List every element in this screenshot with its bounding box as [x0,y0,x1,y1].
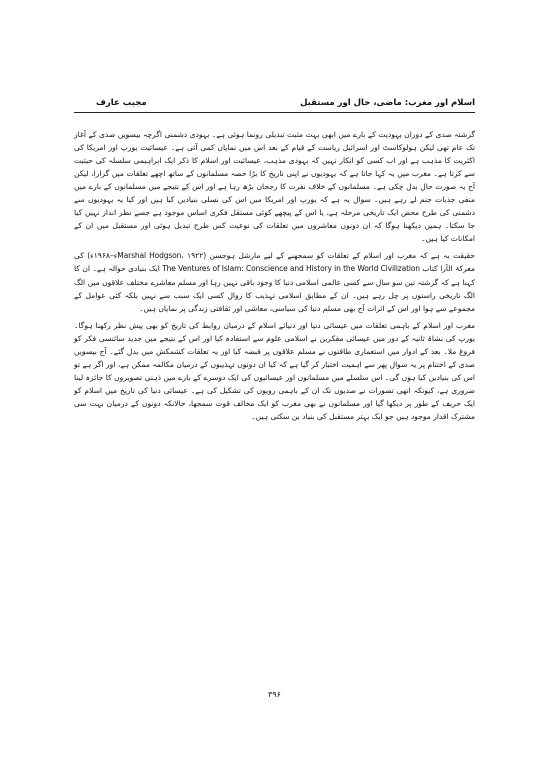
running-header-author: مجیب عارف [96,98,147,108]
paragraph: حقیقت یہ ہے کہ مغرب اور اسلام کے تعلقات کو سمجھنے کے لیے مارشل ہوجسن (Marshal Hodgson، ۱۹۲۲ء–۱۹۶۸ء) کی معرکۃ الآرا کتاب The Ventures of Islam: Conscience and History in the World Civilization ایک بنیادی حوالہ ہے۔ ان کا کہنا ہے کہ گزشتہ تین سو سال سے کسی عالمی اسلامی دنیا کا وجود باقی نہیں رہا اور مسلم معاشرے مختلف علاقوں میں الگ الگ تاریخی راستوں پر چل رہے ہیں۔ ان کے مطابق اسلامی تہذیب کا زوال کسی ایک سبب سے نہیں بلکہ کئی عوامل کے مجموعے سے ہوا اور اس کے اثرات آج بھی مسلم دنیا کی سیاسی، معاشی اور ثقافتی زندگی پر نمایاں ہیں۔ [74,251,475,313]
paragraph: گزشتہ صدی کے دوران یہودیت کے بارے میں ابھی بہت مثبت تبدیلی رونما ہوئی ہے۔ یہودی دشمنی اگرچہ بیسویں صدی کے آغاز تک عام تھی لیکن ہولوکاسٹ اور اسرائیل ریاست کے قیام کے بعد اس میں نمایاں کمی آئی ہے۔ عیسائیت یورپ اور امریکا کی اکثریت کا مذہب ہے اور اب کسی کو انکار نہیں کہ یہودی مذہب، عیسائیت اور اسلام کا ذکر ایک ابراہیمی سلسلہ کی حیثیت سے کرتا ہے۔ مغرب میں یہ کہا جاتا ہے کہ یہودیوں نے اپنی تاریخ کا بڑا حصہ مسلمانوں کے ساتھ اچھے تعلقات میں گزارا، لیکن آج یہ صورت حال بدل چکی ہے۔ مسلمانوں کے خلاف نفرت کا رجحان بڑھ رہا ہے اور اس کے نتیجے میں مسلمانوں کے بارے میں منفی جذبات جنم لے رہے ہیں۔ سوال یہ ہے کہ یورپ اور امریکا میں اس کی نسلی بنیادیں کیا ہیں اور کیا یہ یہودیوں سے دشمنی کی طرح محض ایک تاریخی مرحلہ ہے، یا اس کے پیچھے کوئی مستقل فکری اساس موجود ہے جسے نظر انداز نہیں کیا جا سکتا۔ ہمیں دیکھنا ہوگا کہ ان دونوں معاشروں میں تعلقات کی نوعیت کس طرح تبدیل ہوئی اور مستقبل میں ان کے امکانات کیا ہیں۔ [74,130,475,244]
header-rule [74,112,475,113]
page-number: ۳۹۶ [268,690,281,699]
running-header-title: اسلام اور مغرب: ماضی، حال اور مستقبل [300,98,475,108]
paragraph: مغرب اور اسلام کے باہمی تعلقات میں عیسائی دنیا اور دنیائے اسلام کے درمیان روابط کی تاریخ کو بھی پیش نظر رکھنا ہوگا۔ یورپ کی نشاۃ ثانیہ کے دور میں عیسائی مفکرین نے اسلامی علوم سے استفادہ کیا اور اس کے نتیجے میں جدید سائنسی فکر کو فروغ ملا۔ بعد کے ادوار میں استعماری طاقتوں نے مسلم علاقوں پر قبضہ کیا اور یہ تعلقات کشمکش میں بدل گئے۔ آج بیسویں صدی کے اختتام پر یہ سوال پھر سے اہمیت اختیار کر گیا ہے کہ کیا ان دونوں تہذیبوں کے درمیان مکالمہ ممکن ہے، اور اگر ہے تو اس کی بنیادیں کیا ہوں گی۔ اس سلسلے میں مسلمانوں اور عیسائیوں کی ایک دوسرے کے بارے میں ذہنی تصویروں کا جائزہ لینا ضروری ہے، کیونکہ انھی تصورات نے صدیوں تک ان کے باہمی رویوں کی تشکیل کی ہے۔ عیسائی دنیا کی تاریخ میں اسلام کو ایک حریف کے طور پر دیکھا گیا اور مسلمانوں نے بھی مغرب کو ایک مخالف قوت سمجھا، حالانکہ دونوں کے درمیان بہت سی مشترک اقدار موجود ہیں جو ایک بہتر مستقبل کی بنیاد بن سکتی ہیں۔ [74,320,475,421]
body-text [74,128,475,427]
